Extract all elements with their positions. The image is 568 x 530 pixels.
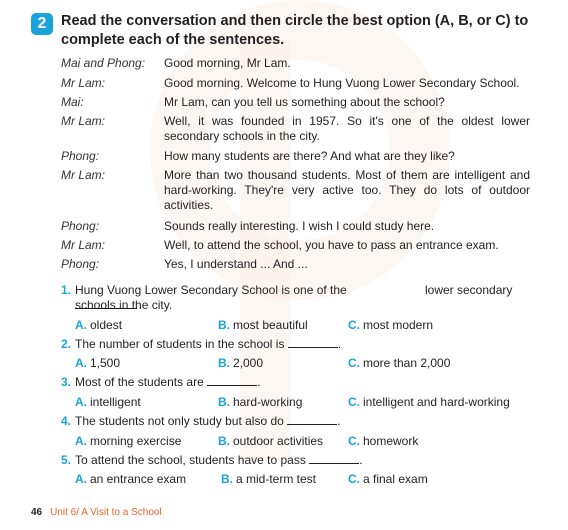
option-b[interactable]: [218, 395, 302, 410]
answer-blank: [287, 414, 337, 425]
option-text: a mid-term test: [236, 472, 317, 486]
question-number: 1.: [61, 283, 72, 297]
option-text: most beautiful: [233, 318, 308, 332]
option-letter: B.: [221, 472, 233, 486]
answer-blank: [207, 375, 257, 386]
question-5: [61, 453, 541, 468]
page-footer: [31, 507, 162, 519]
option-text: a final exam: [363, 472, 428, 486]
speaker-name: Mai:: [61, 95, 84, 109]
option-letter: A.: [75, 472, 87, 486]
dialogue-text: Sounds really interesting. I wish I could study here.: [164, 219, 435, 233]
speaker-name: Phong:: [61, 149, 100, 163]
task-number-badge: 2: [31, 13, 53, 35]
speaker-name: Mai and Phong:: [61, 56, 146, 70]
option-text: intelligent and hard-working: [363, 395, 510, 409]
question-text-line2: schools in the city.: [75, 298, 173, 312]
option-letter: C.: [348, 356, 360, 370]
question-text-after: .: [337, 414, 341, 428]
dialogue-text: Mr Lam, can you tell us something about the school?: [164, 95, 445, 109]
question-text-after: .: [359, 453, 363, 467]
question-text-after: .: [257, 375, 261, 389]
question-1: [61, 283, 541, 313]
option-text: intelligent: [90, 395, 141, 409]
question-number: 3.: [61, 375, 72, 389]
dialogue-text: Well, to attend the school, you have to pass an entrance exam.: [164, 238, 499, 252]
option-text: morning exercise: [90, 434, 182, 448]
option-text: an entrance exam: [90, 472, 187, 486]
unit-title: Unit 6/ A Visit to a School: [50, 507, 162, 518]
option-text: more than 2,000: [363, 356, 451, 370]
option-letter: C.: [348, 395, 360, 409]
question-text-before: The students not only study but also do: [75, 414, 284, 428]
option-a[interactable]: [75, 318, 122, 333]
dialogue-text: Yes, I understand ... And ...: [164, 257, 308, 271]
question-number: 2.: [61, 337, 72, 351]
dialogue-text: More than two thousand students. Most of them are intelligent and hard-working. They're very active too. They do lots of outdoor activities.: [164, 168, 530, 212]
option-letter: B.: [218, 356, 230, 370]
question-text-before: To attend the school, students have to pass: [75, 453, 306, 467]
option-c[interactable]: [348, 318, 433, 333]
option-letter: C.: [348, 434, 360, 448]
option-text: 2,000: [233, 356, 264, 370]
option-letter: B.: [218, 318, 230, 332]
speaker-name: Phong:: [61, 257, 100, 271]
option-text: 1,500: [90, 356, 121, 370]
option-letter: C.: [348, 318, 360, 332]
option-c[interactable]: [348, 472, 428, 487]
option-letter: A.: [75, 395, 87, 409]
dialogue-text: Good morning, Mr Lam.: [164, 56, 291, 70]
option-text: oldest: [90, 318, 123, 332]
question-number: 5.: [61, 453, 72, 467]
speaker-name: Mr Lam:: [61, 76, 106, 90]
option-text: most modern: [363, 318, 434, 332]
option-a[interactable]: [75, 356, 120, 371]
option-b[interactable]: [221, 472, 316, 487]
question-2: [61, 337, 541, 352]
option-letter: B.: [218, 395, 230, 409]
speaker-name: Mr Lam:: [61, 168, 106, 182]
option-a[interactable]: [75, 472, 186, 487]
option-b[interactable]: [218, 434, 323, 449]
question-number: 4.: [61, 414, 72, 428]
option-letter: C.: [348, 472, 360, 486]
answer-blank: [309, 453, 359, 464]
option-c[interactable]: [348, 395, 510, 410]
task-instruction: Read the conversation and then circle the best option (A, B, or C) to complete each of the sentences.: [61, 13, 529, 48]
page-number: 46: [31, 507, 43, 518]
question-text-before: Hung Vuong Lower Secondary School is one of the: [75, 283, 347, 297]
option-letter: A.: [75, 356, 87, 370]
option-text: homework: [363, 434, 419, 448]
dialogue-text: How many students are there? And what are they like?: [164, 149, 455, 163]
option-c[interactable]: [348, 356, 450, 371]
option-letter: B.: [218, 434, 230, 448]
answer-blank: [288, 337, 338, 348]
question-4: [61, 414, 541, 429]
dialogue-text: Good morning. Welcome to Hung Vuong Lower Secondary School.: [164, 76, 520, 90]
speaker-name: Mr Lam:: [61, 114, 106, 128]
option-b[interactable]: [218, 356, 263, 371]
option-letter: A.: [75, 434, 87, 448]
dialogue-text: Well, it was founded in 1957. So it's one of the oldest lower secondary schools in the city.: [164, 114, 530, 143]
question-text-before: Most of the students are: [75, 375, 204, 389]
option-letter: A.: [75, 318, 87, 332]
speaker-name: Mr Lam:: [61, 238, 106, 252]
question-3: [61, 375, 541, 390]
option-b[interactable]: [218, 318, 308, 333]
option-a[interactable]: [75, 395, 141, 410]
option-c[interactable]: [348, 434, 418, 449]
question-text-after: .: [337, 337, 342, 351]
option-text: hard-working: [233, 395, 303, 409]
option-a[interactable]: [75, 434, 181, 449]
option-text: outdoor activities: [233, 434, 324, 448]
question-text-after: lower secondary: [425, 283, 513, 297]
question-text-before: The number of students in the school is: [75, 337, 285, 351]
speaker-name: Phong:: [61, 219, 100, 233]
